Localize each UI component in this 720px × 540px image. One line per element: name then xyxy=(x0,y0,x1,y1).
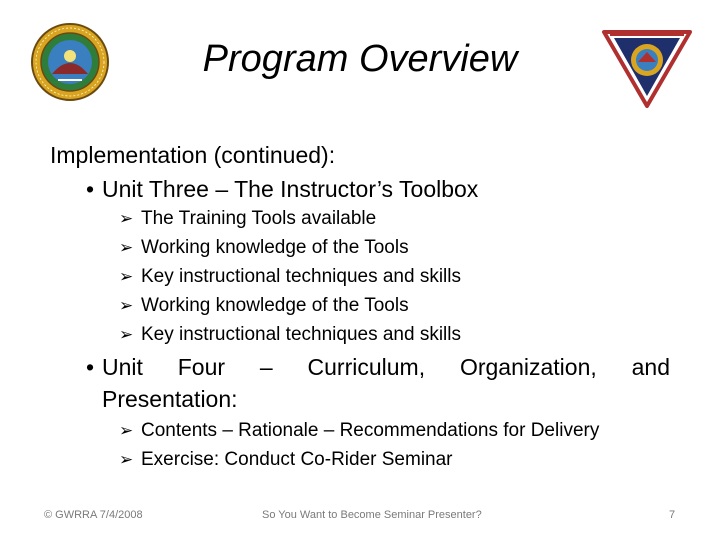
unit-four-word: Organization, xyxy=(459,354,597,380)
unit-four-word: Unit xyxy=(102,354,143,380)
unit-four-word: and xyxy=(631,354,670,380)
list-item-text: Key instructional techniques and skills xyxy=(141,324,462,345)
list-item-text: Key instructional techniques and skills xyxy=(141,266,462,287)
list-item xyxy=(119,420,599,442)
arrow-bullet-icon: ➢ xyxy=(119,267,134,286)
arrow-bullet-icon: ➢ xyxy=(119,421,134,440)
gwrra-triangle-logo xyxy=(600,28,694,110)
list-item xyxy=(119,208,376,230)
implementation-heading: Implementation (continued): xyxy=(50,142,336,168)
list-item xyxy=(119,266,461,288)
gwrra-seal-logo xyxy=(30,22,110,102)
list-item xyxy=(119,449,453,471)
unit-four-word: – xyxy=(259,354,273,380)
arrow-bullet-icon: ➢ xyxy=(119,450,134,469)
list-item-text: The Training Tools available xyxy=(141,208,377,229)
list-item-text: Working knowledge of the Tools xyxy=(141,295,409,316)
unit-four-word: Curriculum, xyxy=(307,354,426,380)
footer-copyright: © GWRRA 7/4/2008 xyxy=(44,509,143,521)
list-item-text: Working knowledge of the Tools xyxy=(141,237,409,258)
unit-three-bullet xyxy=(86,176,478,203)
list-item-text: Contents – Rationale – Recommendations for Delivery xyxy=(141,420,600,441)
footer-page-number: 7 xyxy=(669,509,676,521)
list-item-text: Exercise: Conduct Co-Rider Seminar xyxy=(141,449,453,470)
arrow-bullet-icon: ➢ xyxy=(119,325,134,344)
unit-four-label-line1 xyxy=(86,354,670,381)
slide-title: Program Overview xyxy=(202,38,518,80)
footer-presentation-title: So You Want to Become Seminar Presenter? xyxy=(262,509,482,521)
list-item xyxy=(119,237,409,259)
unit-four-word: Four xyxy=(177,354,226,380)
arrow-bullet-icon: ➢ xyxy=(119,209,134,228)
list-item xyxy=(119,324,461,346)
arrow-bullet-icon: ➢ xyxy=(119,238,134,257)
list-item xyxy=(119,295,409,317)
bullet-icon: • xyxy=(86,354,95,380)
unit-three-label: Unit Three – The Instructor’s Toolbox xyxy=(102,176,479,202)
unit-four-label-line2: Presentation: xyxy=(102,386,238,412)
unit-four-bullet xyxy=(86,354,670,381)
arrow-bullet-icon: ➢ xyxy=(119,296,134,315)
bullet-icon: • xyxy=(86,176,95,202)
